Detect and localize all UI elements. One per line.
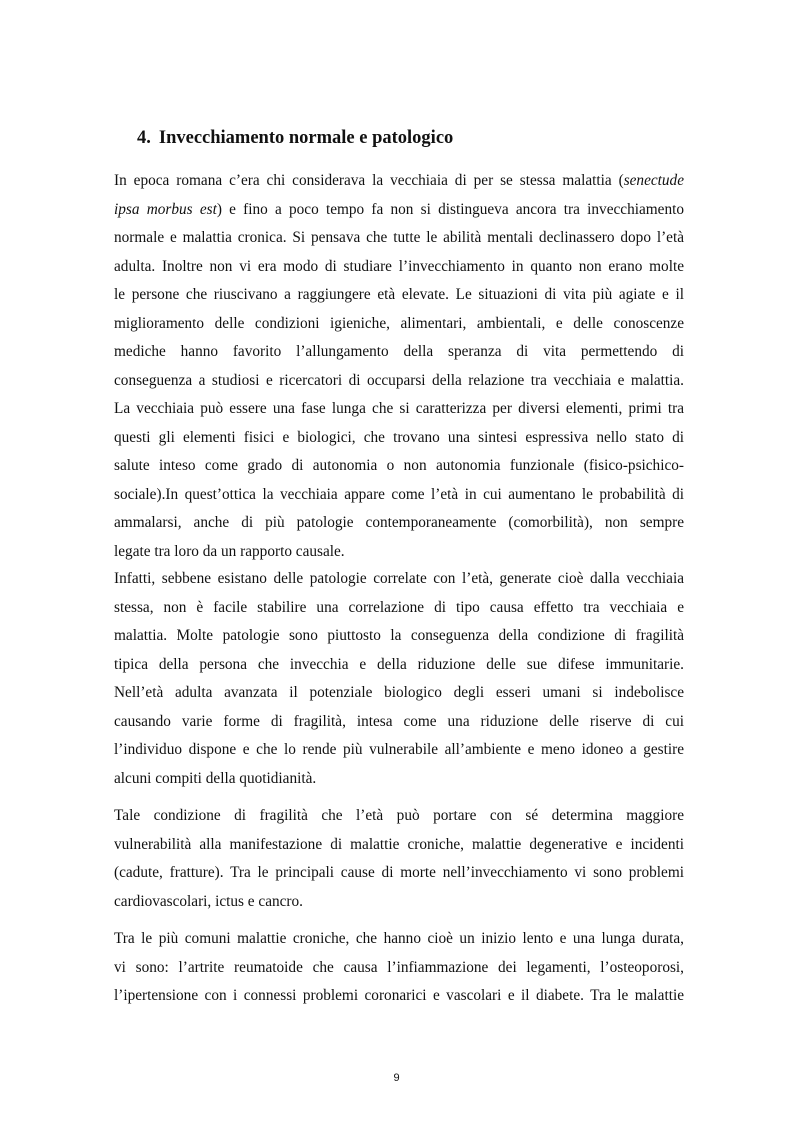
- text-line: normale e malattia cronica. Si pensava che tutte le abilità mentali declinassero dopo l’età: [114, 229, 684, 246]
- text-line: malattia. Molte patologie sono piuttosto la conseguenza della condizione di fragilità: [114, 627, 684, 644]
- paragraph-4: [114, 925, 684, 1011]
- text-line: stessa, non è facile stabilire una correlazione di tipo causa effetto tra vecchiaia e: [114, 598, 684, 616]
- text-line: Infatti, sebbene esistano delle patologie correlate con l’età, generate cioè dalla vecchiaia: [114, 570, 684, 587]
- text-line: alcuni compiti della quotidianità.: [114, 769, 317, 787]
- text-line: questi gli elementi fisici e biologici, che trovano una sintesi espressiva nello stato di: [114, 428, 684, 446]
- text-line: adulta. Inoltre non vi era modo di studiare l’invecchiamento in quanto non erano molte: [114, 257, 684, 275]
- latin-phrase: ipsa morbus est: [114, 200, 217, 218]
- text-line: Tale condizione di fragilità che l’età può portare con sé determina maggiore: [114, 807, 684, 824]
- text-line: tipica della persona che invecchia e della riduzione delle sue difese immunitarie.: [114, 655, 684, 673]
- text-line: Nell’età adulta avanzata il potenziale biologico degli esseri umani si indebolisce: [114, 684, 684, 701]
- text-line: legate tra loro da un rapporto causale.: [114, 542, 345, 560]
- text-line: sociale).In quest’ottica la vecchiaia appare come l’età in cui aumentano le probabilità di: [114, 485, 684, 503]
- text-line: In epoca romana c’era chi considerava la vecchiaia di per se stessa malattia (senectude: [114, 172, 684, 189]
- text-line: La vecchiaia può essere una fase lunga che si caratterizza per diversi elementi, primi tra: [114, 400, 684, 417]
- paragraph-1: [114, 167, 684, 566]
- paragraph-2: [114, 565, 684, 793]
- text-line: cardiovascolari, ictus e cancro.: [114, 892, 303, 910]
- text-line: le persone che riuscivano a raggiungere età elevate. Le situazioni di vita più agiate e il: [114, 286, 684, 303]
- text-line: (cadute, fratture). Tra le principali cause di morte nell’invecchiamento vi sono problemi: [114, 864, 684, 881]
- text-line: causando varie forme di fragilità, intesa come una riduzione delle riserve di cui: [114, 712, 684, 730]
- text-line: l’individuo dispone e che lo rende più vulnerabile all’ambiente e meno idoneo a gestire: [114, 741, 684, 758]
- text-line: conseguenza a studiosi e ricercatori di occuparsi della relazione tra vecchiaia e malattia.: [114, 371, 684, 389]
- paragraph-3: [114, 802, 684, 916]
- section-title: Invecchiamento normale e patologico: [158, 128, 454, 148]
- text-line: ipsa morbus est) e fino a poco tempo fa non si distingueva ancora tra invecchiamento: [114, 200, 684, 218]
- text-line: Tra le più comuni malattie croniche, che hanno cioè un inizio lento e una lunga durata,: [114, 930, 684, 947]
- section-number: 4.: [137, 128, 151, 148]
- text-line: mediche hanno favorito l’allungamento della speranza di vita permettendo di: [114, 343, 684, 360]
- text-line: vi sono: l’artrite reumatoide che causa l’infiammazione dei legamenti, l’osteoporosi,: [114, 958, 684, 976]
- text-line: vulnerabilità alla manifestazione di malattie croniche, malattie degenerative e incidenti: [114, 835, 684, 853]
- section-heading: [137, 124, 453, 152]
- page-number: 9: [393, 1072, 400, 1084]
- text-line: l’ipertensione con i connessi problemi coronarici e vascolari e il diabete. Tra le malattie: [114, 987, 684, 1004]
- text-line: miglioramento delle condizioni igieniche, alimentari, ambientali, e delle conoscenze: [114, 314, 684, 332]
- text-line: salute inteso come grado di autonomia o non autonomia funzionale (fisico-psichico-: [114, 457, 684, 474]
- latin-phrase: senectude: [623, 172, 684, 189]
- text-line: ammalarsi, anche di più patologie contemporaneamente (comorbilità), non sempre: [114, 514, 684, 531]
